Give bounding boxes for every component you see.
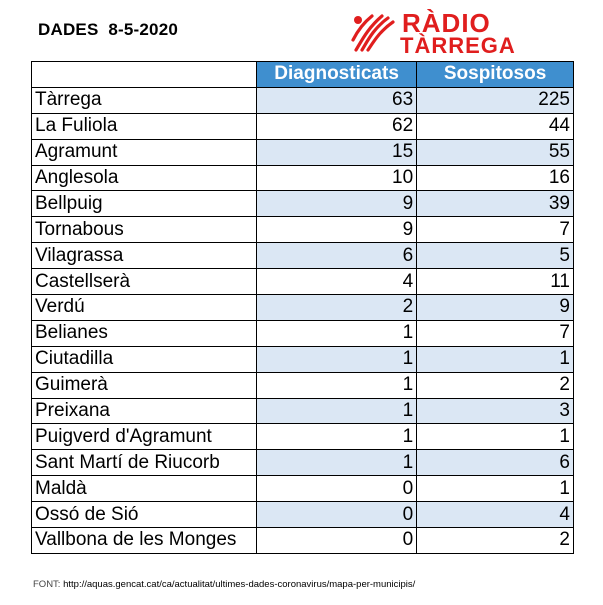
municipality-cell: Sant Martí de Riucorb: [32, 450, 257, 476]
diagnosticats-cell: 6: [257, 243, 417, 269]
table-row: [32, 87, 574, 113]
diagnosticats-cell: 63: [257, 87, 417, 113]
sospitosos-cell: 44: [417, 113, 574, 139]
municipality-cell: Bellpuig: [32, 191, 257, 217]
table-row: [32, 502, 574, 528]
page-title: DADES 8-5-2020: [38, 20, 179, 39]
diagnosticats-cell: 1: [257, 450, 417, 476]
municipality-cell: Vilagrassa: [32, 243, 257, 269]
sospitosos-cell: 9: [417, 295, 574, 321]
diagnosticats-cell: 2: [257, 295, 417, 321]
table-row: [32, 295, 574, 321]
table-row: [32, 450, 574, 476]
sospitosos-cell: 1: [417, 424, 574, 450]
sospitosos-cell: 1: [417, 476, 574, 502]
diagnosticats-cell: 1: [257, 398, 417, 424]
sospitosos-cell: 11: [417, 269, 574, 295]
municipality-cell: Anglesola: [32, 165, 257, 191]
table-row: [32, 139, 574, 165]
radio-wave-icon: [348, 10, 398, 54]
table-row: [32, 476, 574, 502]
municipality-cell: La Fuliola: [32, 113, 257, 139]
column-header-diagnosticats: Diagnosticats: [257, 62, 417, 88]
diagnosticats-cell: 15: [257, 139, 417, 165]
table-row: [32, 320, 574, 346]
source-url: http://aquas.gencat.cat/ca/actualitat/ultimes-dades-coronavirus/mapa-per-municipis/: [63, 579, 416, 590]
sospitosos-cell: 1: [417, 346, 574, 372]
municipality-cell: Guimerà: [32, 372, 257, 398]
diagnosticats-cell: 0: [257, 476, 417, 502]
table-row: [32, 424, 574, 450]
municipality-cell: Ossó de Sió: [32, 502, 257, 528]
column-header-municipality: [32, 62, 257, 88]
table-row: [32, 113, 574, 139]
table-row: [32, 398, 574, 424]
diagnosticats-cell: 1: [257, 424, 417, 450]
sospitosos-cell: 6: [417, 450, 574, 476]
sospitosos-cell: 4: [417, 502, 574, 528]
table-row: [32, 243, 574, 269]
sospitosos-cell: 7: [417, 217, 574, 243]
diagnosticats-cell: 0: [257, 502, 417, 528]
municipality-cell: Preixana: [32, 398, 257, 424]
source-footnote: [33, 579, 415, 590]
sospitosos-cell: 5: [417, 243, 574, 269]
municipality-cell: Belianes: [32, 320, 257, 346]
table-row: [32, 269, 574, 295]
municipality-cell: Agramunt: [32, 139, 257, 165]
sospitosos-cell: 55: [417, 139, 574, 165]
diagnosticats-cell: 4: [257, 269, 417, 295]
sospitosos-cell: 2: [417, 372, 574, 398]
municipality-cell: Verdú: [32, 295, 257, 321]
source-label: FONT:: [33, 579, 61, 590]
table-row: [32, 217, 574, 243]
diagnosticats-cell: 9: [257, 217, 417, 243]
sospitosos-cell: 225: [417, 87, 574, 113]
sospitosos-cell: 16: [417, 165, 574, 191]
sospitosos-cell: 39: [417, 191, 574, 217]
municipality-cell: Vallbona de les Monges: [32, 528, 257, 554]
table-header-row: [32, 62, 574, 88]
diagnosticats-cell: 1: [257, 372, 417, 398]
table-row: [32, 346, 574, 372]
logo-line-1: RÀDIO: [402, 8, 491, 38]
table-row: [32, 528, 574, 554]
municipality-cell: Ciutadilla: [32, 346, 257, 372]
diagnosticats-cell: 9: [257, 191, 417, 217]
sospitosos-cell: 7: [417, 320, 574, 346]
municipality-cell: Tornabous: [32, 217, 257, 243]
diagnosticats-cell: 62: [257, 113, 417, 139]
diagnosticats-cell: 1: [257, 346, 417, 372]
table-row: [32, 191, 574, 217]
sospitosos-cell: 3: [417, 398, 574, 424]
municipality-cell: Puigverd d'Agramunt: [32, 424, 257, 450]
municipality-cell: Maldà: [32, 476, 257, 502]
column-header-sospitosos: Sospitosos: [417, 62, 574, 88]
municipality-cell: Castellserà: [32, 269, 257, 295]
table-row: [32, 372, 574, 398]
table-row: [32, 165, 574, 191]
diagnosticats-cell: 0: [257, 528, 417, 554]
radio-tarrega-logo: [348, 8, 538, 56]
logo-line-2: TÀRREGA: [400, 33, 516, 58]
sospitosos-cell: 2: [417, 528, 574, 554]
diagnosticats-cell: 1: [257, 320, 417, 346]
cases-table: [31, 61, 574, 554]
diagnosticats-cell: 10: [257, 165, 417, 191]
municipality-cell: Tàrrega: [32, 87, 257, 113]
